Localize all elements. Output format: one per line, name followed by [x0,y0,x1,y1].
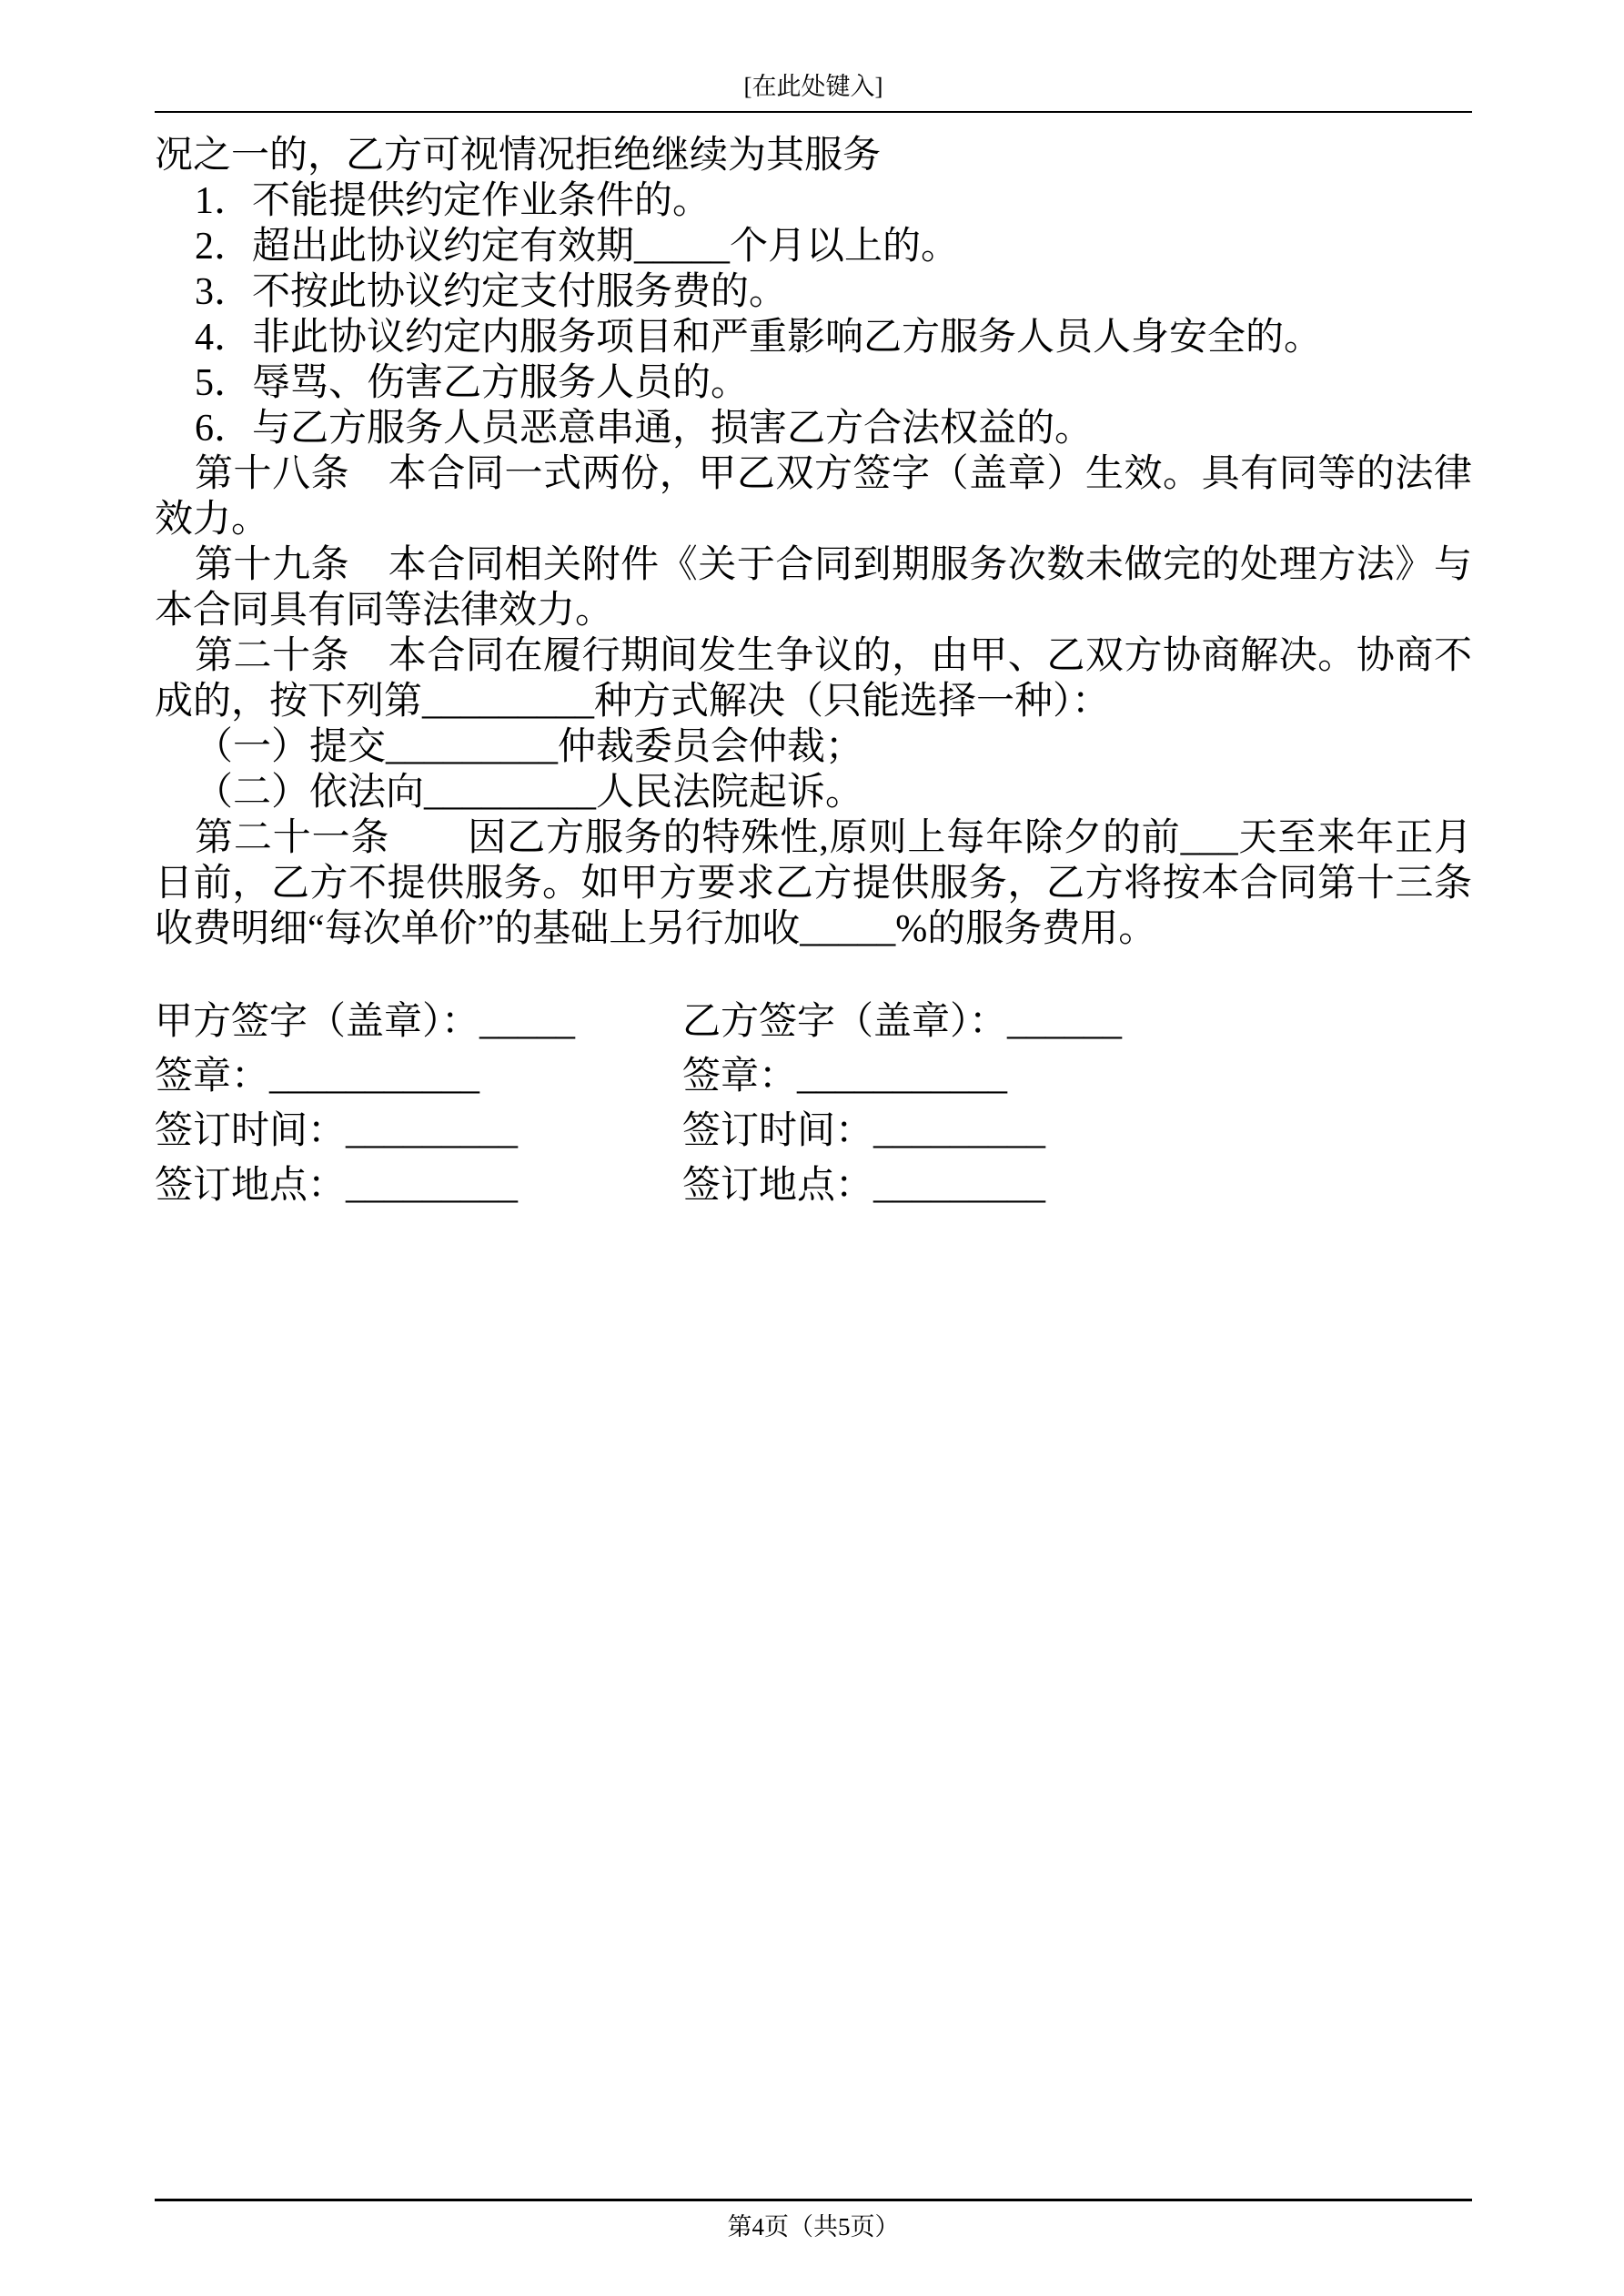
contract-item-5[interactable]: 5．辱骂、伤害乙方服务人员的。 [195,362,750,404]
contract-clause-18[interactable]: 第十八条 本合同一式两份，甲乙双方签字（盖章）生效。具有同等的法律效力。 [155,453,1472,541]
party-a-seal-line[interactable]: 签章：___________ [155,1056,480,1097]
contract-item-6[interactable]: 6．与乙方服务人员恶意串通，损害乙方合法权益的。 [195,408,1094,450]
document-body [155,133,1472,1218]
contract-clause-20-option-2[interactable]: （二）依法向_________人民法院起诉。 [195,772,864,814]
party-a-signature-column [155,999,664,1218]
page-header [155,0,1472,113]
contract-item-2[interactable]: 2．超出此协议约定有效期_____个月以上的。 [195,226,960,268]
signature-block [155,999,1472,1218]
page-number: 第4页（共5页） [727,2213,900,2240]
contract-item-4[interactable]: 4．非此协议约定内服务项目和严重影响乙方服务人员人身安全的。 [195,317,1323,359]
contract-clause-19[interactable]: 第十九条 本合同相关附件《关于合同到期服务次数未做完的处理方法》与本合同具有同等法律效力。 [155,544,1472,632]
party-b-sign-line[interactable]: 乙方签字（盖章）：______ [682,1001,1123,1043]
contract-clause-20-option-1[interactable]: （一）提交_________仲裁委员会仲裁； [195,726,864,768]
contract-intro-line[interactable]: 况之一的，乙方可视情况拒绝继续为其服务 [155,135,882,177]
party-b-signature-column [682,999,1122,1218]
header-placeholder[interactable]: [在此处键入] [743,73,883,100]
party-b-date-line[interactable]: 签订时间：_________ [682,1110,1046,1152]
party-a-sign-line[interactable]: 甲方签字（盖章）：_____ [155,1001,576,1043]
party-a-place-line[interactable]: 签订地点：_________ [155,1165,519,1207]
page-footer [155,2199,1472,2241]
contract-item-3[interactable]: 3．不按此协议约定支付服务费的。 [195,271,788,313]
party-b-place-line[interactable]: 签订地点：_________ [682,1165,1046,1207]
header-divider [155,111,1472,113]
contract-clause-20[interactable]: 第二十条 本合同在履行期间发生争议的，由甲、乙双方协商解决。协商不成的，按下列第_________种方式解决（只能选择一种）： [155,635,1472,723]
party-b-seal-line[interactable]: 签章：___________ [682,1056,1008,1097]
contract-item-1[interactable]: 1．不能提供约定作业条件的。 [195,180,711,222]
contract-clause-21[interactable]: 第二十一条 因乙方服务的特殊性,原则上每年除夕的前___天至来年正月日前，乙方不提供服务。如甲方要求乙方提供服务，乙方将按本合同第十三条收费明细“每次单价”的基础上另行加收_____%的服务费用。 [155,817,1472,950]
party-a-date-line[interactable]: 签订时间：_________ [155,1110,519,1152]
